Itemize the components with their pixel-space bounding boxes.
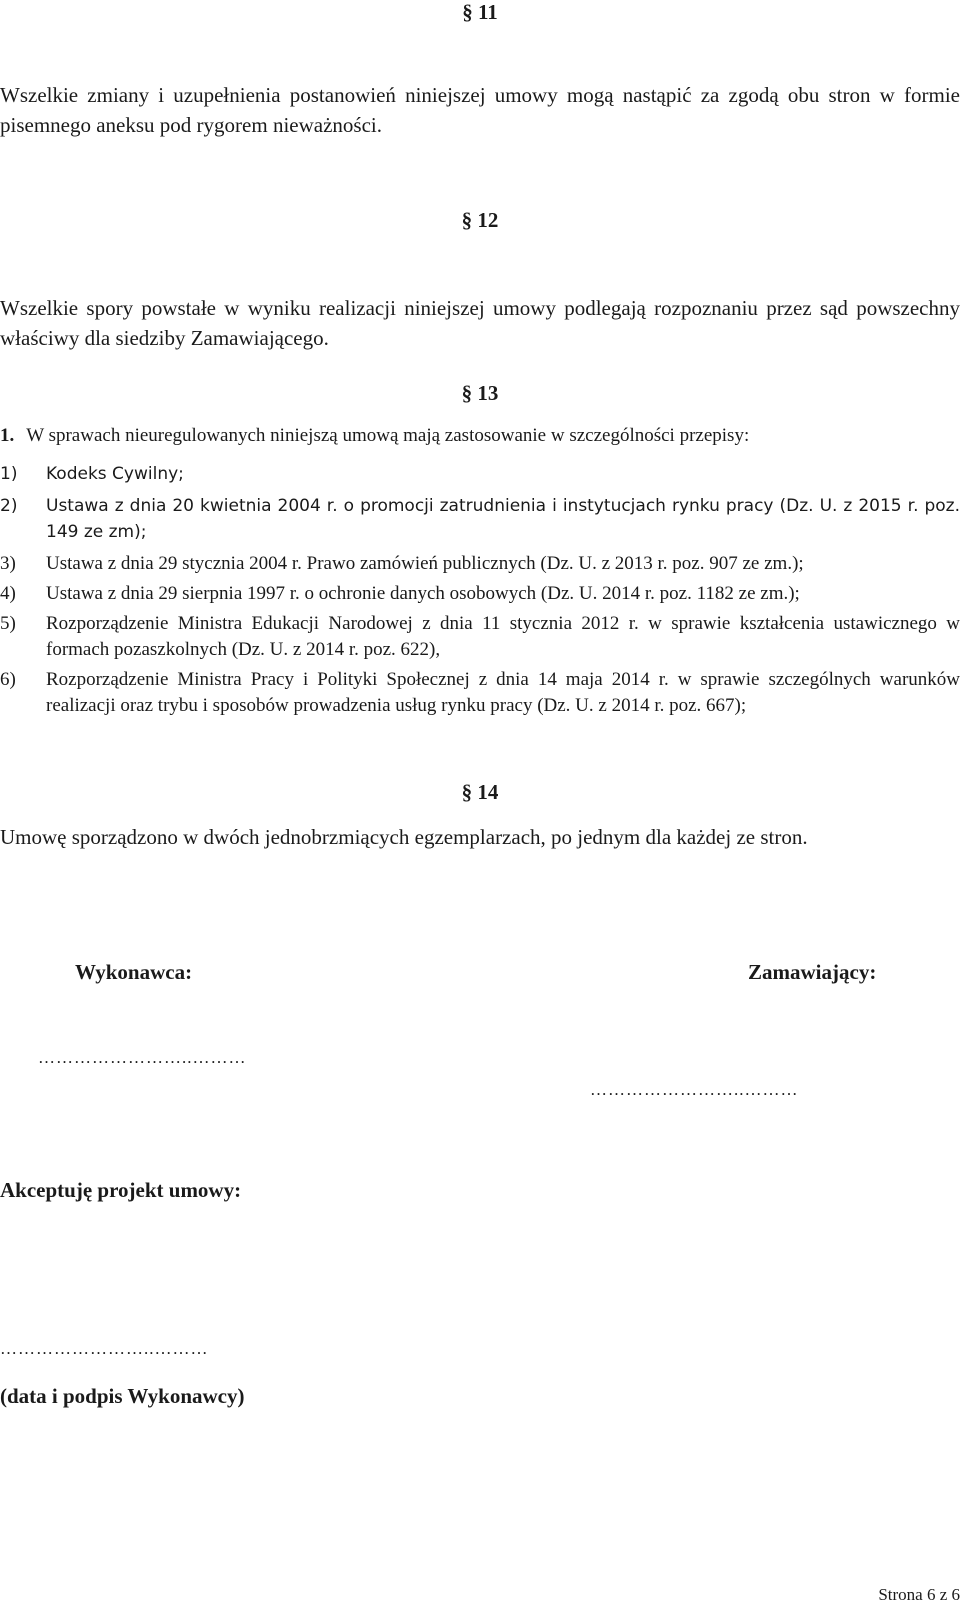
- section-14-text: Umowę sporządzono w dwóch jednobrzmiących egzemplarzach, po jednym dla każdej ze stron.: [0, 825, 808, 849]
- list-item-text: Rozporządzenie Ministra Edukacji Narodowej z dnia 11 stycznia 2012 r. w sprawie kształcenia ustawicznego w formach pozaszkolnych (Dz. U. z 2014 r. poz. 622),: [46, 613, 960, 660]
- section-13-intro: [0, 423, 960, 449]
- list-item-number: 2): [0, 496, 18, 516]
- section-14-heading: § 14: [461, 780, 499, 804]
- page-number: Strona 6 z 6: [878, 1585, 960, 1604]
- accept-label: Akceptuję projekt umowy:: [0, 1178, 242, 1202]
- section-13-heading: § 13: [461, 381, 499, 405]
- list-item-text: Kodeks Cywilny;: [46, 464, 184, 484]
- list-item: [0, 461, 960, 487]
- accept-signature-line: ……………………..………: [0, 1339, 209, 1358]
- list-item: [0, 581, 960, 607]
- section-11-heading: § 11: [462, 0, 498, 24]
- section-13-intro-text: W sprawach nieuregulowanych niniejszą umową mają zastosowanie w szczególności przepisy:: [26, 425, 750, 446]
- list-item-text: Ustawa z dnia 29 sierpnia 1997 r. o ochronie danych osobowych (Dz. U. 2014 r. poz. 1182 ze zm.);: [46, 583, 800, 604]
- contractor-signature-line: ……………………..………: [38, 1048, 247, 1067]
- list-item: [0, 611, 960, 663]
- list-item: [0, 493, 960, 545]
- list-item-number: 5): [0, 613, 16, 634]
- list-item-text: Rozporządzenie Ministra Pracy i Polityki Społecznej z dnia 14 maja 2014 r. w sprawie szczególnych warunków realizacji oraz trybu i sposobów prowadzenia usług rynku pracy (Dz. U. z 2014 r. poz. 667);: [46, 669, 960, 716]
- client-signature-line: ……………………..………: [590, 1080, 799, 1099]
- list-item-number: 4): [0, 583, 16, 604]
- legal-basis-list: [0, 461, 960, 719]
- list-item: [0, 551, 960, 577]
- section-12-heading: § 12: [461, 208, 499, 232]
- client-label: Zamawiający:: [748, 960, 877, 984]
- list-item-number: 6): [0, 669, 16, 690]
- section-11-text: Wszelkie zmiany i uzupełnienia postanowień niniejszej umowy mogą nastąpić za zgodą obu stron w formie pisemnego aneksu pod rygorem nieważności.: [0, 83, 960, 137]
- list-item-number: 3): [0, 553, 16, 574]
- list-item: [0, 667, 960, 719]
- contractor-label: Wykonawca:: [75, 960, 193, 984]
- list-item-text: Ustawa z dnia 29 stycznia 2004 r. Prawo zamówień publicznych (Dz. U. z 2013 r. poz. 907 ze zm.);: [46, 553, 804, 574]
- accept-caption: (data i podpis Wykonawcy): [0, 1384, 245, 1408]
- list-item-text: Ustawa z dnia 20 kwietnia 2004 r. o promocji zatrudnienia i instytucjach rynku pracy (Dz. U. z 2015 r. poz. 149 ze zm);: [46, 496, 960, 542]
- section-13-intro-number: 1.: [0, 425, 15, 446]
- list-item-number: 1): [0, 464, 18, 484]
- section-12-text: Wszelkie spory powstałe w wyniku realizacji niniejszej umowy podlegają rozpoznaniu przez sąd powszechny właściwy dla siedziby Zamawiającego.: [0, 296, 960, 350]
